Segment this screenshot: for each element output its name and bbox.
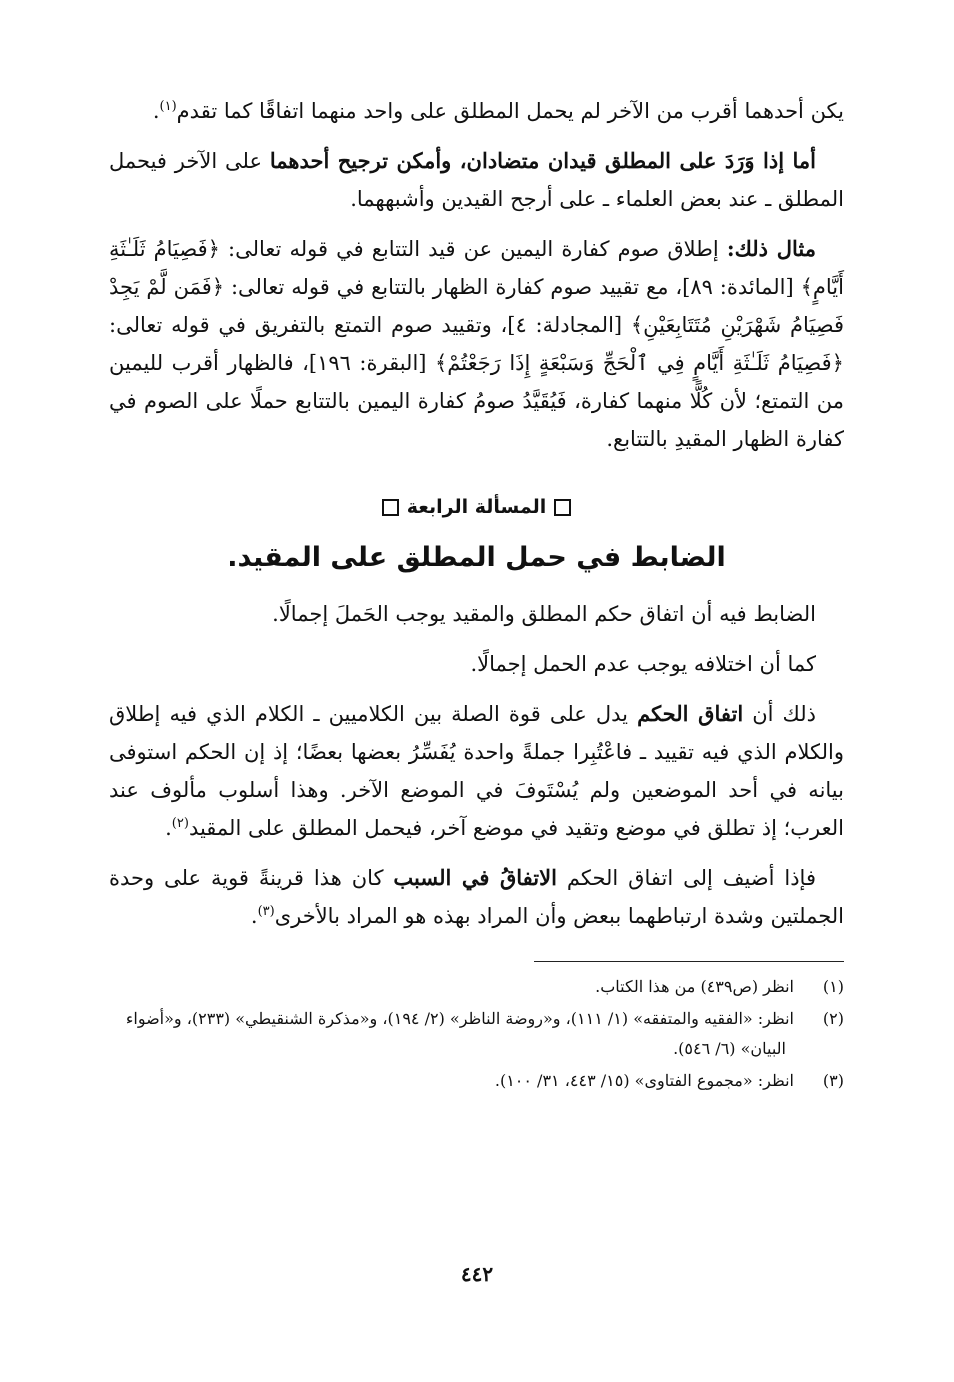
footnote-text: انظر: «مجموع الفتاوى» (١٥/ ٤٤٣، ٣١/ ١٠٠). bbox=[494, 1071, 794, 1090]
paragraph-end: . bbox=[165, 816, 172, 840]
section-title-text: المسألة الرابعة bbox=[406, 496, 547, 518]
paragraph-example bbox=[109, 230, 844, 458]
box-icon bbox=[554, 499, 571, 516]
paragraph-cause bbox=[109, 859, 844, 935]
footnotes bbox=[109, 972, 844, 1096]
paragraph-text: على الآخر فيحمل المطلق ـ عند بعض العلماء ـ على أرجح القيدين وأشبههما. bbox=[109, 149, 844, 211]
paragraph-text: كما أن اختلافه يوجب عدم الحمل إجمالًا. bbox=[470, 652, 816, 676]
chapter-heading: الضابط في حمل المطلق على المقيد. bbox=[227, 542, 726, 573]
paragraph-text: الضابط فيه أن اتفاق حكم المطلق والمقيد يوجب الحَملَ إجمالًا. bbox=[272, 602, 816, 626]
footnote-number: (١) bbox=[822, 977, 844, 996]
footnote bbox=[109, 972, 844, 1002]
footnote-number: (٣) bbox=[822, 1071, 844, 1090]
page-body bbox=[109, 92, 844, 1098]
paragraph-end: . bbox=[250, 904, 258, 928]
footnote bbox=[109, 1004, 844, 1064]
paragraph-pre: ذلك أن bbox=[743, 702, 817, 726]
paragraph-text: كان هذا قرينةً قوية على وحدة الجملتين وشدة ارتباطهما ببعض وأن المراد بهذه هو المراد بالأخرى bbox=[109, 866, 844, 928]
paragraph-bold-term: الاتفاقُ في السبب bbox=[393, 865, 557, 890]
section-title bbox=[109, 496, 844, 518]
paragraph-bold-lead: مثال ذلك: bbox=[726, 236, 816, 261]
paragraph-text: إطلاق صوم كفارة اليمين عن قيد التتابع في قوله تعالى: ﴿فَصِيَامُ ثَلَـٰثَةِ أَيَّامٍ﴾ [المائدة: ٨٩]، مع تقييد صوم كفارة الظهار بالتتابع في قوله تعالى: ﴿فَمَن لَّمْ يَجِدْ فَصِيَامُ شَهْرَيْنِ مُتَتَابِعَيْنِ﴾ [المجادلة: ٤]، وتقييد صوم التمتع بالتفريق في قوله تعالى: ﴿فَصِيَامُ ثَلَـٰثَةِ أَيَّامٍ فِي ٱلْحَجِّ وَسَبْعَةٍ إِذَا رَجَعْتُمْ﴾ [البقرة: ١٩٦]، فالظهار أقرب لليمين من التمتع؛ لأن كُلًّا منهما كفارة، فَيُقَيَّدُ صومُ كفارة اليمين بالتتابع حملًا على الصوم في كفارة الظهار المقيدِ بالتتابع. bbox=[109, 237, 844, 451]
paragraph-bold-lead: أما إذا وَرَدَ على المطلق قيدان متضادان، وأمكن ترجيح أحدهما bbox=[269, 148, 816, 173]
paragraph-two-constraints bbox=[109, 142, 844, 218]
paragraph-bold-term: اتفاق الحكم bbox=[637, 701, 744, 726]
footnote-number: (٢) bbox=[822, 1009, 844, 1028]
footnote-text: انظر: «الفقيه والمتفقه» (١/ ١١١)، و«روضة الناظر» (٢/ ١٩٤)، و«مذكرة الشنقيطي» (٢٣٣)، و«أضواء البيان» (٦/ ٥٤٦). bbox=[125, 1009, 794, 1058]
footnote-text: انظر (ص٤٣٩) من هذا الكتاب. bbox=[595, 977, 794, 996]
paragraph-continuation bbox=[109, 92, 844, 130]
paragraph-text: يكن أحدهما أقرب من الآخر لم يحمل المطلق على واحد منهما اتفاقًا كما تقدم bbox=[176, 99, 844, 123]
footnote-ref[interactable]: (٣) bbox=[257, 904, 275, 919]
paragraph-explanation bbox=[109, 695, 844, 847]
paragraph-pre: فإذا أضيف إلى اتفاق الحكم bbox=[556, 866, 816, 890]
paragraph-rule-converse bbox=[109, 645, 844, 683]
footnote bbox=[109, 1066, 844, 1096]
paragraph-text: يدل على قوة الصلة بين الكلاميين ـ الكلام الذي فيه إطلاق والكلام الذي فيه تقييد ـ فاعْتُبِرا جملةً واحدة يُفَسِّرُ بعضها بعضًا؛ إذ إن الحكم استوفى بيانه في أحد الموضعين ولم يُسْتَوفَ في الموضع الآخر. وهذا أسلوب مألوف عند العرب؛ إذ تطلق في موضع وتقيد في موضع آخر، فيحمل المطلق على المقيد bbox=[109, 702, 844, 840]
box-icon bbox=[382, 499, 399, 516]
paragraph-end: . bbox=[152, 99, 160, 123]
footnote-ref[interactable]: (٢) bbox=[171, 816, 189, 831]
footnote-ref[interactable]: (١) bbox=[159, 99, 177, 114]
page-number: ٤٤٢ bbox=[460, 1262, 494, 1286]
footnote-divider bbox=[534, 961, 844, 962]
paragraph-rule bbox=[109, 595, 844, 633]
